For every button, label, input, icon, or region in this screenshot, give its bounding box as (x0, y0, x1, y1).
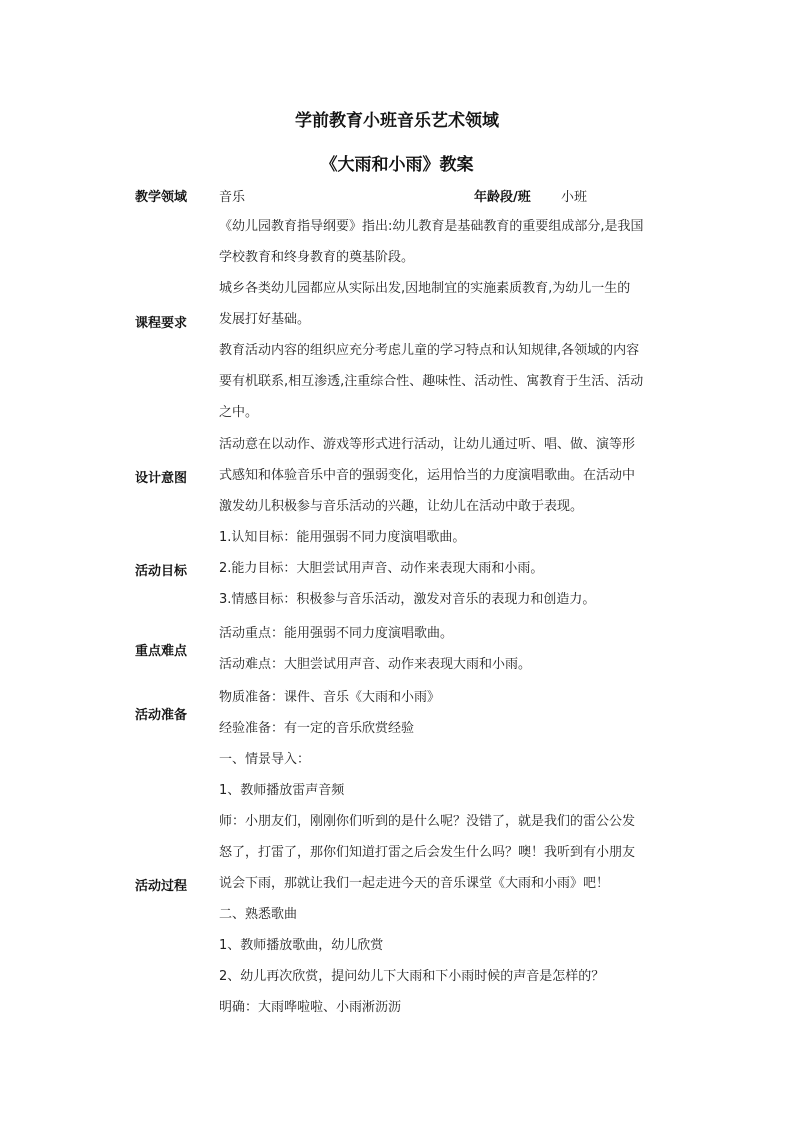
section-body (219, 211, 677, 428)
text-line: 二、熟悉歌曲 (219, 907, 298, 922)
section-body (219, 618, 677, 680)
text-line: 学校教育和终身教育的奠基阶段。 (219, 250, 415, 265)
section-label: 活动过程 (135, 879, 188, 894)
grade-value: 小班 (561, 190, 588, 205)
text-line: 明确：大雨哗啦啦、小雨淅沥沥 (219, 1000, 402, 1015)
text-line: 发展打好基础。 (219, 312, 311, 327)
document-subtitle: 《大雨和小雨》教案 (320, 155, 474, 175)
text-line: 怒了，打雷了，那你们知道打雷之后会发生什么吗？噢！我听到有小朋友 (219, 845, 636, 860)
text-line: 激发幼儿积极参与音乐活动的兴趣，让幼儿在活动中敢于表现。 (219, 499, 584, 514)
text-line: 城乡各类幼儿园都应从实际出发,因地制宜的实施素质教育,为幼儿一生的 (219, 281, 631, 296)
section-body (219, 682, 677, 744)
text-line: 之中。 (219, 405, 259, 420)
text-line: 活动重点：能用强弱不同力度演唱歌曲。 (219, 626, 454, 641)
text-line: 说会下雨，那就让我们一起走进今天的音乐课堂《大雨和小雨》吧！ (219, 876, 610, 891)
section-body (219, 744, 677, 1023)
text-line: 2.能力目标：大胆尝试用声音、动作来表现大雨和小雨。 (219, 561, 544, 576)
section-label: 重点难点 (135, 644, 188, 659)
section-label: 课程要求 (135, 316, 188, 331)
text-line: 活动难点：大胆尝试用声音、动作来表现大雨和小雨。 (219, 657, 532, 672)
text-line: 经验准备：有一定的音乐欣赏经验 (219, 721, 415, 736)
text-line: 一、情景导入： (219, 752, 311, 767)
domain-value: 音乐 (219, 190, 246, 205)
text-line: 要有机联系,相互渗透,注重综合性、趣味性、活动性、寓教育于生活、活动 (219, 374, 644, 389)
text-line: 1.认知目标：能用强弱不同力度演唱歌曲。 (219, 530, 466, 545)
grade-label: 年龄段/班 (474, 190, 531, 205)
text-line: 师：小朋友们，刚刚你们听到的是什么呢？没错了，就是我们的雷公公发 (219, 814, 636, 829)
section-body (219, 429, 677, 522)
document-title: 学前教育小班音乐艺术领域 (295, 111, 499, 131)
text-line: 教育活动内容的组织应充分考虑儿童的学习特点和认知规律,各领域的内容 (219, 343, 640, 358)
text-line: 物质准备：课件、音乐《大雨和小雨》 (219, 690, 441, 705)
section-body (219, 522, 677, 615)
text-line: 式感知和体验音乐中音的强弱变化，运用恰当的力度演唱歌曲。在活动中 (219, 468, 636, 483)
text-line: 《幼儿园教育指导纲要》指出:幼儿教育是基础教育的重要组成部分,是我国 (219, 219, 644, 234)
text-line: 3.情感目标：积极参与音乐活动，激发对音乐的表现力和创造力。 (219, 592, 596, 607)
text-line: 活动意在以动作、游戏等形式进行活动，让幼儿通过听、唱、做、演等形 (219, 437, 636, 452)
domain-label: 教学领域 (135, 190, 188, 205)
section-label: 活动准备 (135, 708, 188, 723)
section-label: 活动目标 (135, 564, 188, 579)
text-line: 2、幼儿再次欣赏，提问幼儿下大雨和下小雨时候的声音是怎样的？ (219, 969, 605, 984)
text-line: 1、教师播放歌曲，幼儿欣赏 (219, 938, 384, 953)
section-label: 设计意图 (135, 471, 188, 486)
text-line: 1、教师播放雷声音频 (219, 783, 345, 798)
